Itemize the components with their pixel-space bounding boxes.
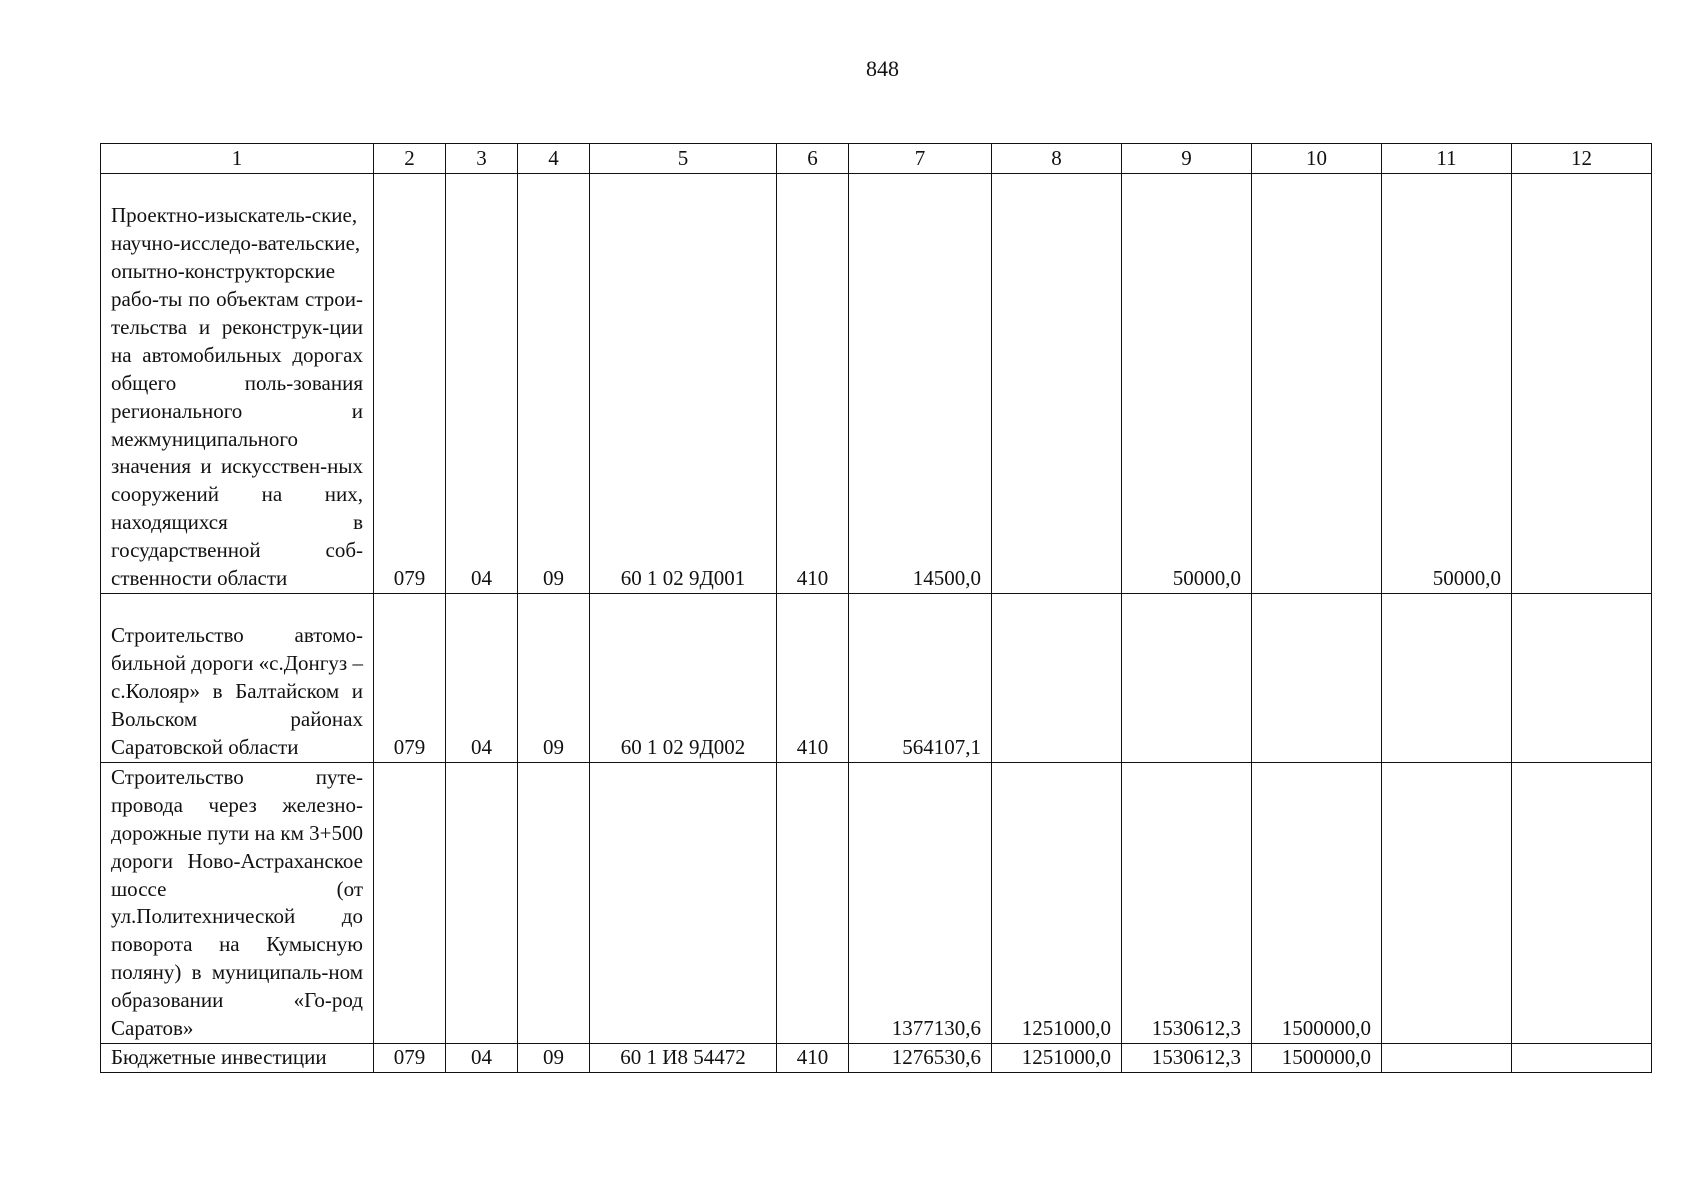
column-header: 2 [374, 144, 446, 174]
column-header: 6 [777, 144, 849, 174]
cell-col-8 [992, 594, 1122, 763]
cell-col-3: 04 [446, 174, 518, 594]
column-header: 4 [518, 144, 590, 174]
budget-table [100, 143, 1652, 1073]
row-name-cell [101, 1044, 374, 1073]
cell-col-7: 14500,0 [849, 174, 992, 594]
cell-col-12 [1512, 174, 1652, 594]
cell-col-9 [1122, 594, 1252, 763]
cell-col-11 [1382, 763, 1512, 1044]
cell-col-9: 1530612,3 [1122, 1044, 1252, 1073]
cell-col-5: 60 1 И8 54472 [590, 1044, 777, 1073]
cell-col-8: 1251000,0 [992, 763, 1122, 1044]
cell-col-8: 1251000,0 [992, 1044, 1122, 1073]
row-name: Проектно-изыскатель-ские, научно-исследо-вательские, опытно-конструкторские рабо-ты по объектам строи-тельства и реконструк-ции на автомобильных дорогах общего поль-зования регионального и межмуниципального значения и искусствен-ных сооружений на них, находящихся в государственной соб-ственности области [111, 203, 363, 591]
row-name: Строительство путе-провода через железно-дорожные пути на км 3+500 дороги Ново-Астраханское шоссе (от ул.Политехнической до поворота на Кумысную поляну) в муниципаль-ном образовании «Го-род Саратов» [111, 764, 363, 1041]
row-name-cell [101, 763, 374, 1044]
cell-col-11 [1382, 594, 1512, 763]
cell-col-7: 1377130,6 [849, 763, 992, 1044]
cell-col-6: 410 [777, 1044, 849, 1073]
column-header: 12 [1512, 144, 1652, 174]
cell-col-4: 09 [518, 594, 590, 763]
cell-col-4: 09 [518, 1044, 590, 1073]
row-name-cell [101, 174, 374, 594]
column-header: 5 [590, 144, 777, 174]
column-header: 7 [849, 144, 992, 174]
cell-col-10 [1252, 594, 1382, 763]
cell-col-12 [1512, 763, 1652, 1044]
table-row [101, 763, 1652, 1044]
column-header: 8 [992, 144, 1122, 174]
column-header: 1 [101, 144, 374, 174]
cell-col-2: 079 [374, 174, 446, 594]
row-name: Бюджетные инвестиции [111, 1045, 327, 1070]
cell-col-4: 09 [518, 174, 590, 594]
cell-col-3: 04 [446, 1044, 518, 1073]
table-row [101, 594, 1652, 763]
cell-col-10: 1500000,0 [1252, 1044, 1382, 1073]
page-number: 848 [866, 56, 899, 81]
cell-col-4 [518, 763, 590, 1044]
cell-col-6 [777, 763, 849, 1044]
column-header: 3 [446, 144, 518, 174]
cell-col-6: 410 [777, 594, 849, 763]
cell-col-7: 564107,1 [849, 594, 992, 763]
cell-col-12 [1512, 594, 1652, 763]
cell-col-11 [1382, 1044, 1512, 1073]
cell-col-10 [1252, 174, 1382, 594]
cell-col-9: 1530612,3 [1122, 763, 1252, 1044]
cell-col-10: 1500000,0 [1252, 763, 1382, 1044]
cell-col-7: 1276530,6 [849, 1044, 992, 1073]
cell-col-3 [446, 763, 518, 1044]
cell-col-12 [1512, 1044, 1652, 1073]
cell-col-8 [992, 174, 1122, 594]
cell-col-2 [374, 763, 446, 1044]
cell-col-5: 60 1 02 9Д002 [590, 594, 777, 763]
cell-col-2: 079 [374, 1044, 446, 1073]
cell-col-3: 04 [446, 594, 518, 763]
cell-col-11: 50000,0 [1382, 174, 1512, 594]
cell-col-5 [590, 763, 777, 1044]
cell-col-2: 079 [374, 594, 446, 763]
column-header: 11 [1382, 144, 1512, 174]
column-header: 10 [1252, 144, 1382, 174]
table-header-row [101, 144, 1652, 174]
row-name-cell [101, 594, 374, 763]
table-row [101, 1044, 1652, 1073]
cell-col-9: 50000,0 [1122, 174, 1252, 594]
cell-col-5: 60 1 02 9Д001 [590, 174, 777, 594]
cell-col-6: 410 [777, 174, 849, 594]
table-row [101, 174, 1652, 594]
row-name: Строительство автомо-бильной дороги «с.Донгуз – с.Колояр» в Балтайском и Вольском районах Саратовской области [111, 623, 363, 760]
column-header: 9 [1122, 144, 1252, 174]
